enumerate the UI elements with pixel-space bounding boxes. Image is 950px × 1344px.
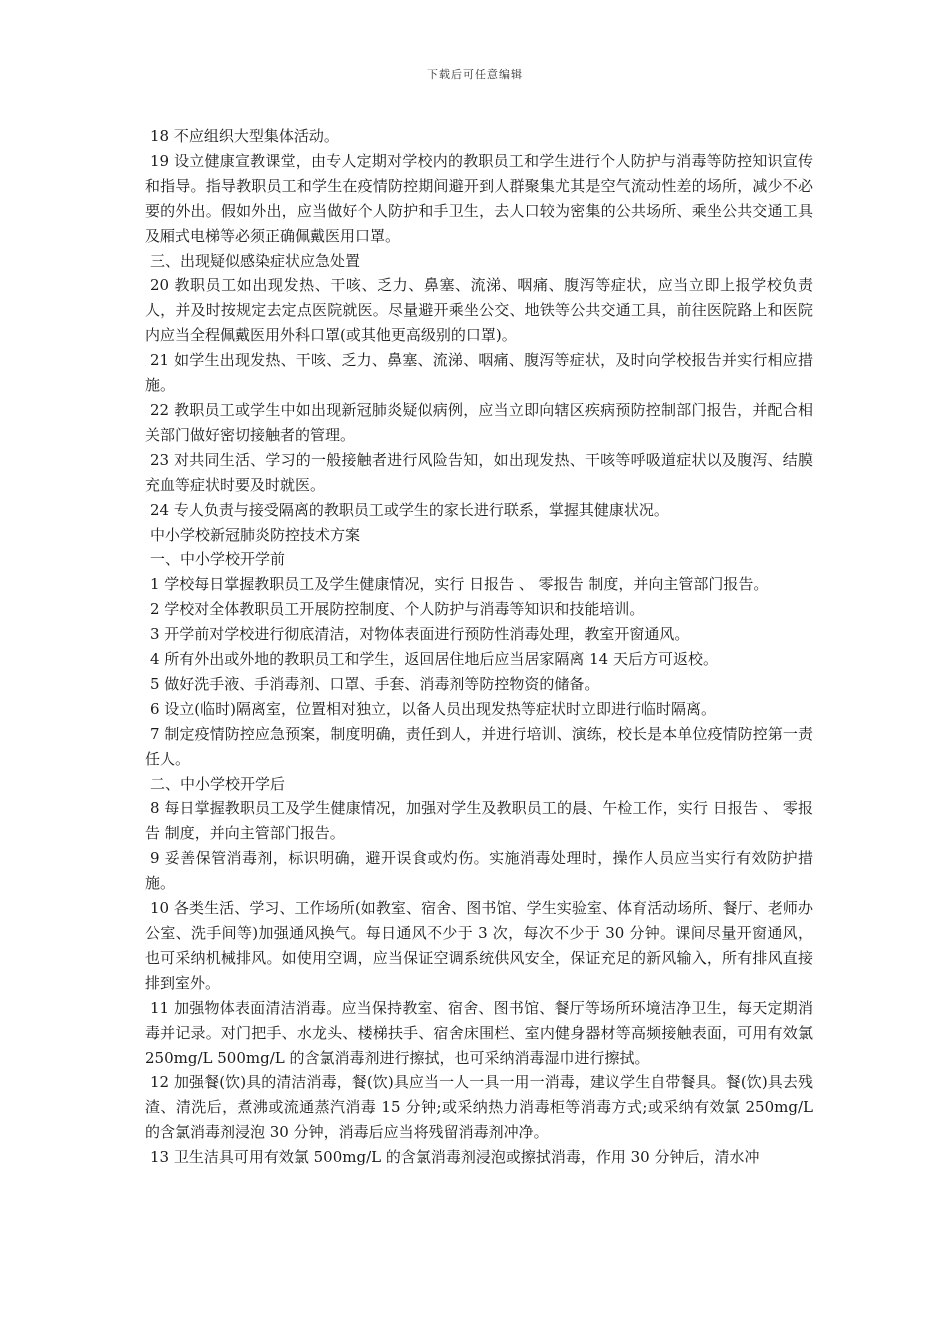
paragraph-10: 10 各类生活、学习、工作场所(如教室、宿舍、图书馆、学生实验室、体育活动场所、餐厅、老师办公室、洗手间等)加强通风换气。每日通风不少于 3 次，每次不少于 30 分钟。课间尽量开窗通风，也可采纳机械排风。如使用空调，应当保证空调系统供风安全，保证充足的新风输入，所有排风直接排到室外。 [145,899,813,992]
paragraph-6: 6 设立(临时)隔离室，位置相对独立，以备人员出现发热等症状时立即进行临时隔离。 [150,699,717,718]
paragraph-1: 1 学校每日掌握教职员工及学生健康情况，实行 日报告 、 零报告 制度，并向主管部门报告。 [150,575,769,594]
paragraph-9: 9 妥善保管消毒剂，标识明确，避开误食或灼伤。实施消毒处理时，操作人员应当实行有效防护措施。 [145,849,813,893]
paragraph-2: 2 学校对全体教职员工开展防控制度、个人防护与消毒等知识和技能培训。 [150,600,645,619]
paragraph-22: 22 教职员工或学生中如出现新冠肺炎疑似病例，应当立即向辖区疾病预防控制部门报告，并配合相关部门做好密切接触者的管理。 [145,400,813,444]
document-body [145,124,813,1170]
section-heading-3: 三、出现疑似感染症状应急处置 [150,251,361,270]
paragraph-11: 11 加强物体表面清洁消毒。应当保持教室、宿舍、图书馆、餐厅等场所环境洁净卫生，每天定期消毒并记录。对门把手、水龙头、楼梯扶手、宿舍床围栏、室内健身器材等高频接触表面，可用有效氯 250mg/L 500mg/L 的含氯消毒剂进行擦拭，也可采纳消毒湿巾进行擦拭。 [145,998,813,1067]
paragraph-23: 23 对共同生活、学习的一般接触者进行风险告知，如出现发热、干咳等呼吸道症状以及腹泻、结膜充血等症状时要及时就医。 [145,450,813,494]
paragraph-3: 3 开学前对学校进行彻底清洁，对物体表面进行预防性消毒处理，教室开窗通风。 [150,625,690,644]
paragraph-18: 18 不应组织大型集体活动。 [150,127,339,145]
paragraph-13: 13 卫生洁具可用有效氯 500mg/L 的含氯消毒剂浸泡或擦拭消毒，作用 30 分钟后，清水冲 [150,1148,760,1167]
paragraph-7: 7 制定疫情防控应急预案，制度明确，责任到人，并进行培训、演练，校长是本单位疫情防控第一责任人。 [145,724,813,768]
paragraph-4: 4 所有外出或外地的教职员工和学生，返回居住地后应当居家隔离 14 天后方可返校。 [150,650,718,669]
section-heading-2: 二、中小学校开学后 [150,774,286,793]
paragraph-24: 24 专人负责与接受隔离的教职员工或学生的家长进行联系，掌握其健康状况。 [150,500,669,519]
paragraph-21: 21 如学生出现发热、干咳、乏力、鼻塞、流涕、咽痛、腹泻等症状，及时向学校报告并实行相应措施。 [145,351,813,395]
paragraph-19: 19 设立健康宣教课堂，由专人定期对学校内的教职员工和学生进行个人防护与消毒等防控知识宣传和指导。指导教职员工和学生在疫情防控期间避开到人群聚集尤其是空气流动性差的场所，减少不必要的外出。假如外出，应当做好个人防护和手卫生，去人口较为密集的公共场所、乘坐公共交通工具及厢式电梯等必须正确佩戴医用口罩。 [145,151,813,245]
paragraph-20: 20 教职员工如出现发热、干咳、乏力、鼻塞、流涕、咽痛、腹泻等症状，应当立即上报学校负责人，并及时按规定去定点医院就医。尽量避开乘坐公交、地铁等公共交通工具，前往医院路上和医院内应当全程佩戴医用外科口罩(或其他更高级别的口罩)。 [145,276,813,345]
paragraph-8: 8 每日掌握教职员工及学生健康情况，加强对学生及教职员工的晨、午检工作，实行 日报告 、 零报告 制度，并向主管部门报告。 [145,799,813,843]
document-subtitle: 中小学校新冠肺炎防控技术方案 [150,525,361,544]
paragraph-12: 12 加强餐(饮)具的清洁消毒，餐(饮)具应当一人一具一用一消毒，建议学生自带餐具。餐(饮)具去残渣、清洗后，煮沸或流通蒸汽消毒 15 分钟;或采纳热力消毒柜等消毒方式;或采纳有效氯 250mg/L 的含氯消毒剂浸泡 30 分钟，消毒后应当将残留消毒剂冲净。 [145,1073,813,1142]
section-heading-1: 一、中小学校开学前 [150,550,286,569]
paragraph-5: 5 做好洗手液、手消毒剂、口罩、手套、消毒剂等防控物资的储备。 [150,674,600,693]
page-header: 下载后可任意编辑 [427,68,523,81]
